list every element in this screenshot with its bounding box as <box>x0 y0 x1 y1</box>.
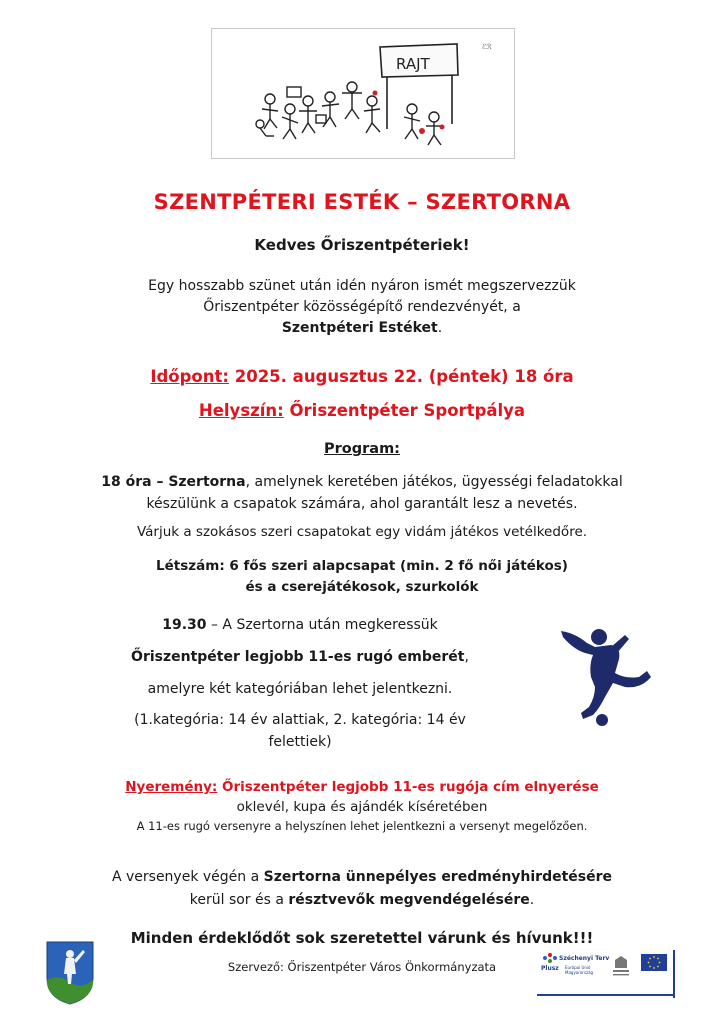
intro-line: Egy hosszabb szünet után idén nyáron ismét megszervezzük <box>148 278 576 294</box>
program-heading: Program: <box>324 441 400 457</box>
closing-text: . <box>529 892 535 908</box>
svg-text:ℰℛ: ℰℛ <box>482 43 492 51</box>
event-time-value: 2025. augusztus 22. (péntek) 18 óra <box>229 367 574 386</box>
program-1930-bold: Őriszentpéter legjobb 11-es rugó emberét <box>131 649 465 665</box>
closing-line <box>0 866 724 889</box>
program-1930-time: 19.30 <box>162 617 207 633</box>
program-text: , amelynek keretében játékos, ügyességi feladatokkal <box>245 474 623 490</box>
intro-line: Őriszentpéter közösségépítő rendezvényét, a <box>203 299 521 315</box>
closing-paragraph <box>0 866 724 912</box>
prize-line <box>0 777 724 797</box>
closing-text: kerül sor és a <box>189 892 289 908</box>
prize-section <box>0 777 724 817</box>
greeting: Kedves Őriszentpéteriek! <box>254 236 470 254</box>
funding-logos <box>537 950 679 998</box>
closing-line <box>0 889 724 912</box>
program-1930-line2 <box>60 649 540 665</box>
plan-sub2: Magyarország <box>565 970 594 975</box>
event-time-label: Időpont: <box>150 367 229 386</box>
program-1930-line5: felettiek) <box>268 734 332 750</box>
team-size-line: és a cserejátékosok, szurkolók <box>245 579 479 595</box>
program-1930-line3: amelyre két kategóriában lehet jelentkezni. <box>147 681 453 697</box>
football-player-icon <box>555 625 657 727</box>
event-location <box>0 401 724 420</box>
closing-bold: Szertorna ünnepélyes eredményhirdetésére <box>263 869 613 885</box>
program-1930-end: , <box>464 649 469 665</box>
plan-sub1: Európai Unió <box>565 965 591 970</box>
stick-figure-race-drawing <box>212 29 514 158</box>
plan-title: Széchenyi Terv <box>559 955 610 962</box>
event-location-value: Őriszentpéter Sportpálya <box>283 401 526 420</box>
event-time <box>0 367 724 386</box>
prize-label: Nyeremény: <box>125 779 218 795</box>
prize-line: oklevél, kupa és ajándék kíséretében <box>236 799 488 815</box>
teams-invite: Várjuk a szokásos szeri csapatokat egy vidám játékos vetélkedőre. <box>136 524 588 540</box>
program-1930-text: – A Szertorna után megkeressük <box>206 617 438 633</box>
page-title: SZENTPÉTERI ESTÉK – SZERTORNA <box>153 190 571 214</box>
team-size <box>0 556 724 598</box>
coat-of-arms-icon <box>45 940 95 1006</box>
apply-note: A 11-es rugó versenyre a helyszínen lehet jelentkezni a versenyt megelőzően. <box>136 819 588 833</box>
team-size-line: Létszám: 6 fős szeri alapcsapat (min. 2 fő női játékos) <box>156 558 568 574</box>
program-item-18 <box>0 471 724 515</box>
intro-bold: Szentpéteri Estéket <box>281 320 438 336</box>
program-time: 18 óra – Szertorna <box>101 474 246 490</box>
invitation: Minden érdeklődőt sok szeretettel várunk és hívunk!!! <box>130 929 594 947</box>
program-line: készülünk a csapatok számára, ahol garantált lesz a nevetés. <box>146 496 578 512</box>
program-line <box>0 471 724 493</box>
hero-illustration <box>211 28 515 159</box>
program-1930-line4: (1.kategória: 14 év alattiak, 2. kategória: 14 év <box>134 712 466 728</box>
organizer: Szervező: Őriszentpéter Város Önkormányzata <box>227 960 497 974</box>
intro-end: . <box>437 320 443 336</box>
prize-value: Őriszentpéter legjobb 11-es rugója cím elnyerése <box>217 779 599 795</box>
program-1930-line1 <box>60 617 540 633</box>
event-location-label: Helyszín: <box>198 401 284 420</box>
intro-paragraph <box>0 276 724 339</box>
sign-text: RAJT <box>396 55 430 73</box>
intro-line <box>0 318 724 339</box>
closing-bold: résztvevők megvendégelésére <box>288 892 530 908</box>
plan-subtitle: Plusz <box>541 965 559 972</box>
closing-text: A versenyek végén a <box>111 869 264 885</box>
